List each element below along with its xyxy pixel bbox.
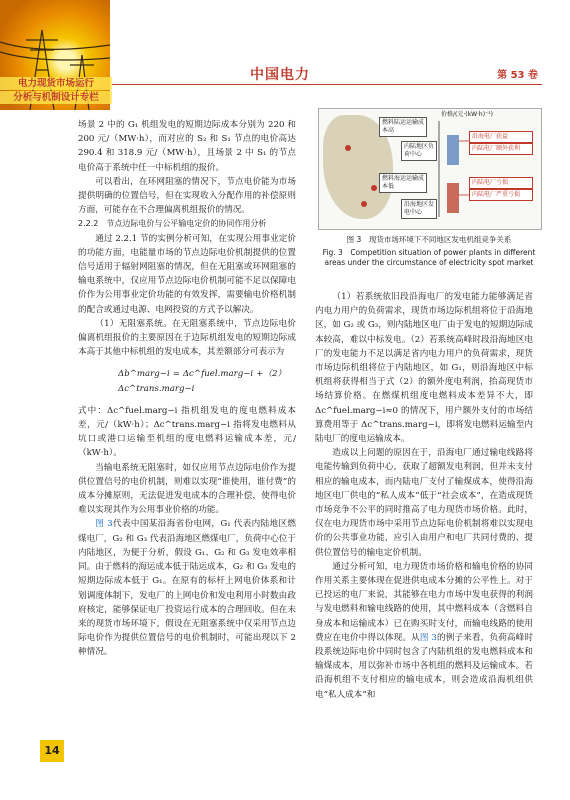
paragraph <box>78 517 296 659</box>
paragraph: 通过 2.2.1 节的实例分析可知，在实现公用事业定价的功能方面，电能量市场的节点边际电价机制提供的位置信号适用于辐射网阻塞的情况，但在无阻塞或环网阻塞的输电系统中，仅应用节点边际电价机制可能不足以保障电价作为公用事业定价功能的有效发挥，需要输电价格机制的配合或通过电源、电网投资的方式予以解决。 <box>78 233 296 315</box>
equation <box>78 359 296 403</box>
section-label <box>0 76 112 105</box>
plant-g2-marker <box>371 185 377 191</box>
paragraph: 造成以上问题的原因在于，沿海电厂通过输电线路将电能传输到负荷中心，获取了超额发电利润，但并未支付相应的输电成本，而内陆电厂支付了输煤成本，使得沿海地区电厂供电的“私人成本”低于“社会成本”，在造成现货市场竞争不公平的同时推高了电力现货市场价格。此时，仅在电力现货市场中采用节点边际电价机制将难以实现电价的公共事业功能，应引入由用户和电厂共同付费的、提供位置信号的输电定价机制。 <box>315 448 533 558</box>
coastal-gen-box: 沿海地区发电中心 <box>401 199 437 219</box>
coastal-cost-box: 燃料海运运输成本低 <box>379 173 427 193</box>
outcome-box: 内陆电厂亏损 <box>469 177 533 189</box>
figure-caption-en: Fig. 3 Competition situation of power plants in different areas under the circumstance of electricity spot market <box>322 248 536 267</box>
paragraph: 可以看出，在环网阻塞的情况下，节点电价能为市场提供明确的位置信号，但在实现收入分配作用的补偿原则方面，可能存在不合理偏离机组报价的情况。 <box>78 176 296 216</box>
figure-link[interactable]: 图 3 <box>95 519 113 530</box>
paragraph-text: 代表中国某沿海省份电网，G₁ 代表内陆地区燃煤电厂，G₂ 和 G₃ 代表沿海地区燃煤电厂，负荷中心位于内陆地区，为便于分析，假设 G₁、G₂ 和 G₃ 发电效率相同。由于燃料的海运成本低于陆运成本，G₂ 和 G₃ 发电的短期边际成本低于 G₁。在原有的标杆上网电价体系和计划调度体制下，发电厂的上网电价和发电利用小时数由政府核定，能够保证电厂投资运行成本的合理回收。但在未来的现货市场环境下，假设在无阻塞系统中仅采用节点边际电价作为提供位置信号的电价机制时，可能出现以下 2 种情况。 <box>78 519 296 658</box>
plant-g1-marker <box>345 145 351 151</box>
outcome-box: 内陆电厂额外获利 <box>469 143 533 155</box>
paragraph: 当输电系统无阻塞时，如仅应用节点边际电价作为提供位置信号的电价机制，则难以实现“谁使用，谁付费”的成本分摊原则，无法促进发电成本的合理补偿，使得电价难以实现其作为公用事业价格的功能。 <box>78 462 296 516</box>
subsection-heading: 2.2.2 节点边际电价与公平输电定价的协同作用分析 <box>78 219 267 229</box>
price-bars <box>437 121 537 221</box>
header-band <box>0 0 570 110</box>
journal-name: 中国电力 <box>250 67 310 83</box>
inland-load-box: 内陆地区负荷中心 <box>401 141 437 161</box>
section-label-line2: 分析与机制设计专栏 <box>0 91 112 104</box>
right-column <box>315 290 533 702</box>
page-number: 14 <box>40 740 64 762</box>
paragraph: 式中：Δc^fuel.marg−i 指机组发电的度电燃料成本差，元/（kW·h）；Δc^trans.marg−i 指将发电燃料从坑口或港口运输至机组的度电燃料运输成本差，元/（kW·h）。 <box>78 405 296 459</box>
outcome-box: 沿海电厂获益 <box>469 131 533 143</box>
inland-cost-box: 燃料陆运运输成本高 <box>379 117 427 137</box>
paragraph: （1）无阻塞系统。在无阻塞系统中，节点边际电价偏离机组报价的主要原因在于边际机组发电的短期边际成本高于其他中标机组的发电成本，其差额部分可表示为 <box>78 318 296 358</box>
paragraph <box>315 560 533 702</box>
volume-label: 第 53 卷 <box>497 70 538 81</box>
paragraph: （1）若系统依旧段沿海电厂的发电能力能够满足省内电力用户的负荷需求，现货市场边际机组将位于沿海地区，如 G₂ 或 G₃，则内陆地区电厂由于发电的短期边际成本较高，难以中标发电。（2）若系统高峰时段沿海地区电厂的发电能力不足以满足省内电力用户的负荷需求，现货市场边际机组将位于内陆地区，如 G₁，则沿海地区中标机组将获得相当于式（2）的额外度电利润，抬高现货市场结算价格。在燃煤机组度电燃料成本差异不大，即 Δc^fuel.marg−i≈0 的情况下，用户额外支付的市场结算费用等于 Δc^trans.marg−i，即将发电燃料运输至内陆电厂的度电运输成本。 <box>315 292 533 445</box>
section-label-line1: 电力现货市场运行 <box>0 77 112 90</box>
figure-link[interactable]: 图 3 <box>419 632 437 643</box>
paragraph-text: 的例子来看，负荷高峰时段系统边际电价中同时包含了内陆机组的发电燃料成本和输煤成本，用以弥补市场中各机组的燃料及运输成本。若沿海机组不支付相应的输电成本，则会造成沿海机组供电“私人成本”和 <box>315 632 533 700</box>
left-column <box>78 118 296 660</box>
figure-caption-cn: 图 3 现货市场环境下不同地区发电机组竞争关系 <box>346 235 512 244</box>
figure-3 <box>318 108 542 230</box>
outcome-box: 内陆电厂严重亏损 <box>469 189 533 201</box>
axis-label: 价格/(元·(kW·h)⁻¹) <box>441 111 493 118</box>
plant-g3-marker <box>361 201 367 207</box>
equation-number: （2） <box>263 369 286 380</box>
equation-body: Δb^marg−i = Δc^fuel.marg−i + Δc^trans.marg−i <box>118 369 264 394</box>
paragraph: 场景 2 中的 G₁ 机组发电的短期边际成本分别为 220 和 200 元/（MW·h），而对应的 S₂ 和 S₁ 节点的电价高达 290.4 和 318.9 元/（MW·h），且场景 2 中 S₁ 的节点电价高于系统中任一中标机组的报价。 <box>78 120 296 173</box>
header-rule <box>112 84 542 85</box>
paragraph-text: 通过分析可知，电力现货市场价格和输电价格的协同作用关系主要体现在促进供电成本分摊的公平性上。对于已投运的电厂来说，其能够在电力市场中发电获得的利润与发电燃料和输电线路的使用，其中燃料成本（含燃料自身成本和运输成本）已在购买时支付，而输电线路的使用费应在电价中得以体现。从 <box>315 561 533 643</box>
